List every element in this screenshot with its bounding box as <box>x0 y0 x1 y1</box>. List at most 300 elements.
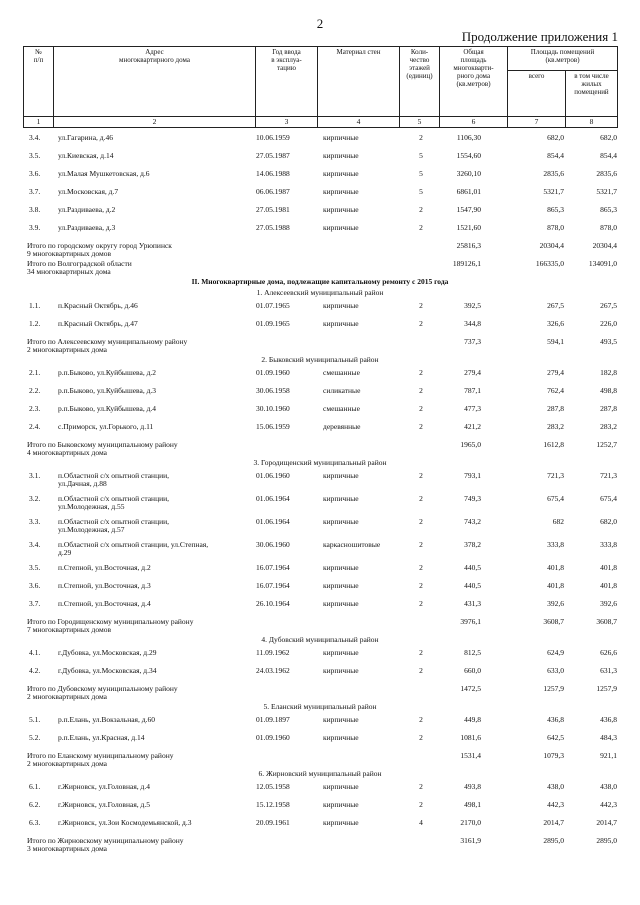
row-floors: 2 <box>419 800 423 809</box>
row-area-living: 484,3 <box>600 733 617 742</box>
row-address: п.Степной, ул.Восточная, д.2 <box>58 563 151 572</box>
total-label: Итого по Алексеевскому муниципальному району 2 многоквартирных дома <box>27 337 188 354</box>
row-floors: 5 <box>419 169 423 178</box>
total-area: 1472,5 <box>460 684 481 693</box>
row-year: 01.09.1960 <box>256 733 290 742</box>
row-wall-material: кирпичные <box>323 800 359 809</box>
row-year: 14.06.1988 <box>256 169 290 178</box>
row-number: 3.7. <box>29 187 41 196</box>
row-total-area: 1081,6 <box>460 733 481 742</box>
row-area-all: 326,6 <box>547 319 564 328</box>
row-floors: 2 <box>419 563 423 572</box>
row-area-all: 267,5 <box>547 301 564 310</box>
col-number: 8 <box>566 117 618 128</box>
table-row <box>23 716 617 734</box>
row-number: 1.2. <box>29 319 41 328</box>
total-area-living: 134091,0 <box>588 259 617 268</box>
table-row <box>23 801 617 819</box>
row-floors: 2 <box>419 422 423 431</box>
total-area-living: 3608,7 <box>596 617 617 626</box>
row-area-living: 392,6 <box>600 599 617 608</box>
header-total-area: Общая площадь многокварти- рного дома (кв.метров) <box>440 47 508 117</box>
row-number: 4.2. <box>29 666 41 675</box>
row-total-area: 392,5 <box>464 301 481 310</box>
row-year: 30.06.1960 <box>256 540 290 549</box>
row-number: 6.1. <box>29 782 41 791</box>
table-row <box>23 387 617 405</box>
row-total-area: 378,2 <box>464 540 481 549</box>
total-area-all: 1257,9 <box>543 684 564 693</box>
row-floors: 2 <box>419 368 423 377</box>
row-address: р.п.Елань, ул.Вокзальная, д.60 <box>58 715 155 724</box>
total-area-all: 20304,4 <box>539 241 564 250</box>
table-row <box>23 734 617 752</box>
row-floors: 2 <box>419 648 423 657</box>
row-area-living: 438,0 <box>600 782 617 791</box>
row-total-area: 749,3 <box>464 494 481 503</box>
table-row <box>23 188 617 206</box>
row-area-all: 878,0 <box>547 223 564 232</box>
row-total-area: 344,8 <box>464 319 481 328</box>
row-year: 10.06.1959 <box>256 133 290 142</box>
table-row <box>23 224 617 242</box>
row-address: р.п.Быково, ул.Куйбышева, д.3 <box>58 386 157 395</box>
row-floors: 2 <box>419 517 423 526</box>
row-floors: 2 <box>419 471 423 480</box>
row-floors: 2 <box>419 494 423 503</box>
table-row <box>23 667 617 685</box>
table-row <box>23 320 617 338</box>
row-total-area: 498,1 <box>464 800 481 809</box>
row-year: 01.09.1965 <box>256 319 290 328</box>
row-wall-material: кирпичные <box>323 223 359 232</box>
row-area-all: 854,4 <box>547 151 564 160</box>
total-area: 1531,4 <box>460 751 481 760</box>
row-address: р.п.Быково, ул.Куйбышева, д.2 <box>58 368 157 377</box>
row-floors: 2 <box>419 386 423 395</box>
row-number: 3.5. <box>29 151 41 160</box>
row-number: 3.3. <box>29 517 41 526</box>
row-area-all: 438,0 <box>547 782 564 791</box>
table-row <box>23 423 617 441</box>
row-number: 3.4. <box>29 540 41 549</box>
row-area-all: 2014,7 <box>543 818 564 827</box>
row-area-all: 442,3 <box>547 800 564 809</box>
row-floors: 2 <box>419 301 423 310</box>
row-total-area: 660,0 <box>464 666 481 675</box>
table-row <box>23 582 617 600</box>
row-area-all: 333,8 <box>547 540 564 549</box>
row-floors: 2 <box>419 223 423 232</box>
row-number: 3.5. <box>29 563 41 572</box>
row-floors: 4 <box>419 818 423 827</box>
row-wall-material: кирпичные <box>323 151 359 160</box>
row-wall-material: смешанные <box>323 404 360 413</box>
header-area: Площадь помещений (кв.метров) <box>508 47 618 71</box>
row-floors: 2 <box>419 319 423 328</box>
table-row <box>23 541 617 564</box>
row-area-all: 401,8 <box>547 581 564 590</box>
row-area-living: 675,4 <box>600 494 617 503</box>
total-area-living: 2895,0 <box>596 836 617 845</box>
row-area-living: 631,3 <box>600 666 617 675</box>
row-total-area: 3260,10 <box>456 169 481 178</box>
row-year: 12.05.1958 <box>256 782 290 791</box>
row-number: 6.3. <box>29 818 41 827</box>
row-area-all: 721,3 <box>547 471 564 480</box>
total-row <box>23 242 617 260</box>
row-number: 5.1. <box>29 715 41 724</box>
total-label: Итого по городскому округу город Урюпинск 9 многоквартирных домов <box>27 241 172 258</box>
row-wall-material: деревянные <box>323 422 361 431</box>
row-year: 30.06.1958 <box>256 386 290 395</box>
table-row <box>23 206 617 224</box>
row-number: 3.1. <box>29 471 41 480</box>
row-year: 26.10.1964 <box>256 599 290 608</box>
col-number: 3 <box>256 117 318 128</box>
row-total-area: 449,8 <box>464 715 481 724</box>
row-number: 3.2. <box>29 494 41 503</box>
row-address: п.Степной, ул.Восточная, д.4 <box>58 599 151 608</box>
row-area-living: 283,2 <box>600 422 617 431</box>
col-number: 6 <box>440 117 508 128</box>
row-area-all: 633,0 <box>547 666 564 675</box>
header-area-living: в том числе жилых помещений <box>566 71 618 117</box>
total-area-living: 1257,9 <box>596 684 617 693</box>
row-address: г.Жирновск, ул.Головная, д.5 <box>58 800 150 809</box>
row-floors: 2 <box>419 581 423 590</box>
row-number: 4.1. <box>29 648 41 657</box>
table-row <box>23 405 617 423</box>
row-number: 3.4. <box>29 133 41 142</box>
row-number: 3.6. <box>29 169 41 178</box>
total-area: 25816,3 <box>456 241 481 250</box>
table-row <box>23 600 617 618</box>
row-wall-material: смешанные <box>323 368 360 377</box>
col-number: 5 <box>400 117 440 128</box>
total-area-living: 1252,7 <box>596 440 617 449</box>
header-area-all: всего <box>508 71 566 117</box>
row-area-all: 392,6 <box>547 599 564 608</box>
row-total-area: 1554,60 <box>456 151 481 160</box>
row-address: г.Жирновск, ул.Зои Космодемьянской, д.3 <box>58 818 192 827</box>
row-total-area: 812,5 <box>464 648 481 657</box>
table-row <box>23 783 617 801</box>
row-area-all: 401,8 <box>547 563 564 572</box>
row-total-area: 743,2 <box>464 517 481 526</box>
header-floors: Коли- чество этажей (единиц) <box>400 47 440 117</box>
row-address: ул.Московская, д.7 <box>58 187 119 196</box>
row-area-living: 498,8 <box>600 386 617 395</box>
row-total-area: 1106,30 <box>456 133 481 142</box>
row-total-area: 477,3 <box>464 404 481 413</box>
total-area-all: 3608,7 <box>543 617 564 626</box>
total-row <box>23 441 617 459</box>
col-number: 1 <box>24 117 54 128</box>
row-area-living: 2835,6 <box>596 169 617 178</box>
table-row <box>23 152 617 170</box>
row-area-living: 865,3 <box>600 205 617 214</box>
row-total-area: 493,8 <box>464 782 481 791</box>
row-year: 20.09.1961 <box>256 818 290 827</box>
table-row <box>23 518 617 541</box>
total-label: Итого по Жирновскому муниципальному району 3 многоквартирных дома <box>27 836 184 853</box>
row-number: 3.9. <box>29 223 41 232</box>
row-wall-material: кирпичные <box>323 169 359 178</box>
row-wall-material: кирпичные <box>323 319 359 328</box>
row-number: 1.1. <box>29 301 41 310</box>
row-area-living: 5321,7 <box>596 187 617 196</box>
header-num: № п/п <box>24 47 54 117</box>
row-address: ул.Раздиваева, д.3 <box>58 223 116 232</box>
row-area-all: 624,9 <box>547 648 564 657</box>
row-total-area: 421,2 <box>464 422 481 431</box>
row-wall-material: кирпичные <box>323 494 359 503</box>
row-address: г.Дубовка, ул.Московская, д.29 <box>58 648 157 657</box>
table-row <box>23 472 617 495</box>
row-wall-material: кирпичные <box>323 471 359 480</box>
row-year: 01.06.1964 <box>256 494 290 503</box>
row-area-all: 682,0 <box>547 133 564 142</box>
row-wall-material: кирпичные <box>323 733 359 742</box>
page-number: 2 <box>316 16 324 31</box>
row-total-area: 787,1 <box>464 386 481 395</box>
total-area-living: 921,1 <box>600 751 617 760</box>
row-address: р.п.Елань, ул.Красная, д.14 <box>58 733 145 742</box>
row-area-all: 279,4 <box>547 368 564 377</box>
row-wall-material: силикатные <box>323 386 361 395</box>
row-number: 2.3. <box>29 404 41 413</box>
row-year: 11.09.1962 <box>256 648 290 657</box>
row-number: 2.4. <box>29 422 41 431</box>
col-number: 7 <box>508 117 566 128</box>
row-area-living: 878,0 <box>600 223 617 232</box>
row-address: с.Приморск, ул.Горького, д.11 <box>58 422 154 431</box>
row-area-all: 287,8 <box>547 404 564 413</box>
row-area-living: 721,3 <box>600 471 617 480</box>
row-address: ул.Гагарина, д.46 <box>58 133 113 142</box>
table-row <box>23 369 617 387</box>
total-area: 189126,1 <box>452 259 481 268</box>
row-total-area: 2170,0 <box>460 818 481 827</box>
row-address: р.п.Быково, ул.Куйбышева, д.4 <box>58 404 157 413</box>
row-area-all: 682 <box>552 517 564 526</box>
row-area-all: 283,2 <box>547 422 564 431</box>
header-address: Адрес многоквартирного дома <box>54 47 256 117</box>
row-number: 2.2. <box>29 386 41 395</box>
row-total-area: 440,5 <box>464 563 481 572</box>
district-title: 6. Жирновский муниципальный район <box>258 769 382 778</box>
total-label: Итого по Городищенскому муниципальному району 7 многоквартирных домов <box>27 617 194 634</box>
row-year: 30.10.1960 <box>256 404 290 413</box>
row-year: 01.09.1897 <box>256 715 290 724</box>
row-address: г.Жирновск, ул.Головная, д.4 <box>58 782 150 791</box>
row-year: 06.06.1987 <box>256 187 290 196</box>
row-year: 01.09.1960 <box>256 368 290 377</box>
row-number: 6.2. <box>29 800 41 809</box>
row-address: п.Степной, ул.Восточная, д.3 <box>58 581 151 590</box>
total-area-all: 1079,3 <box>543 751 564 760</box>
row-year: 01.07.1965 <box>256 301 290 310</box>
row-address: п.Красный Октябрь, д.47 <box>58 319 138 328</box>
row-wall-material: кирпичные <box>323 581 359 590</box>
row-area-living: 333,8 <box>600 540 617 549</box>
row-area-living: 2014,7 <box>596 818 617 827</box>
row-floors: 2 <box>419 666 423 675</box>
table-header <box>23 46 618 128</box>
row-floors: 5 <box>419 187 423 196</box>
row-wall-material: кирпичные <box>323 715 359 724</box>
row-year: 15.12.1958 <box>256 800 290 809</box>
row-wall-material: кирпичные <box>323 133 359 142</box>
row-floors: 2 <box>419 782 423 791</box>
row-number: 2.1. <box>29 368 41 377</box>
district-title: 4. Дубовский муниципальный район <box>261 635 379 644</box>
table-row <box>23 819 617 837</box>
table-row <box>23 134 617 152</box>
row-area-living: 436,8 <box>600 715 617 724</box>
row-floors: 2 <box>419 205 423 214</box>
row-wall-material: каркасношитовые <box>323 540 381 549</box>
row-year: 16.07.1964 <box>256 563 290 572</box>
total-area: 1965,0 <box>460 440 481 449</box>
row-floors: 2 <box>419 599 423 608</box>
row-area-all: 642,5 <box>547 733 564 742</box>
row-total-area: 431,3 <box>464 599 481 608</box>
total-area-living: 20304,4 <box>592 241 617 250</box>
col-number: 2 <box>54 117 256 128</box>
total-area-all: 2895,0 <box>543 836 564 845</box>
row-floors: 2 <box>419 540 423 549</box>
total-row <box>23 752 617 770</box>
row-total-area: 1521,60 <box>456 223 481 232</box>
row-address: г.Дубовка, ул.Московская, д.34 <box>58 666 157 675</box>
col-number: 4 <box>318 117 400 128</box>
row-area-living: 401,8 <box>600 563 617 572</box>
row-floors: 2 <box>419 715 423 724</box>
row-year: 15.06.1959 <box>256 422 290 431</box>
row-address: п.Областной с/х опытной станции, ул.Степная, д.29 <box>58 540 209 557</box>
table-row <box>23 302 617 320</box>
row-floors: 2 <box>419 404 423 413</box>
total-row <box>23 338 617 356</box>
row-wall-material: кирпичные <box>323 187 359 196</box>
total-area: 3161,9 <box>460 836 481 845</box>
header-walls: Материал стен <box>318 47 400 117</box>
row-area-all: 436,8 <box>547 715 564 724</box>
total-row <box>23 618 617 636</box>
total-label: Итого по Быковскому муниципальному району 4 многоквартирных дома <box>27 440 178 457</box>
total-area-all: 166335,0 <box>535 259 564 268</box>
table-row <box>23 495 617 518</box>
row-area-living: 226,0 <box>600 319 617 328</box>
row-area-living: 442,3 <box>600 800 617 809</box>
row-floors: 2 <box>419 733 423 742</box>
row-area-all: 762,4 <box>547 386 564 395</box>
row-year: 01.06.1964 <box>256 517 290 526</box>
section-title: II. Многоквартирные дома, подлежащие капитальному ремонту с 2015 года <box>191 277 449 286</box>
header-year: Год ввода в эксплуа- тацию <box>256 47 318 117</box>
row-year: 27.05.1988 <box>256 223 290 232</box>
row-wall-material: кирпичные <box>323 301 359 310</box>
row-area-all: 675,4 <box>547 494 564 503</box>
row-address: ул.Малая Мушкетовская, д.6 <box>58 169 150 178</box>
row-year: 27.05.1987 <box>256 151 290 160</box>
row-wall-material: кирпичные <box>323 666 359 675</box>
row-wall-material: кирпичные <box>323 517 359 526</box>
row-floors: 5 <box>419 151 423 160</box>
row-number: 3.7. <box>29 599 41 608</box>
row-wall-material: кирпичные <box>323 205 359 214</box>
row-total-area: 440,5 <box>464 581 481 590</box>
row-wall-material: кирпичные <box>323 818 359 827</box>
row-year: 27.05.1981 <box>256 205 290 214</box>
total-area-all: 1612,8 <box>543 440 564 449</box>
row-area-all: 865,3 <box>547 205 564 214</box>
total-row <box>23 260 617 278</box>
row-wall-material: кирпичные <box>323 599 359 608</box>
total-label: Итого по Волгоградской области 34 многоквартирных дома <box>27 259 132 276</box>
total-area-all: 594,1 <box>547 337 564 346</box>
row-address: п.Областной с/х опытной станции, ул.Молодежная, д.57 <box>58 517 169 534</box>
row-wall-material: кирпичные <box>323 648 359 657</box>
table-body <box>23 134 617 855</box>
row-total-area: 793,1 <box>464 471 481 480</box>
total-label: Итого по Еланскому муниципальному району 2 многоквартирных дома <box>27 751 174 768</box>
row-total-area: 1547,90 <box>456 205 481 214</box>
row-area-all: 5321,7 <box>543 187 564 196</box>
table-row <box>23 170 617 188</box>
row-area-living: 267,5 <box>600 301 617 310</box>
row-area-living: 182,8 <box>600 368 617 377</box>
row-address: п.Областной с/х опытной станции, ул.Дачная, д.88 <box>58 471 169 488</box>
row-number: 5.2. <box>29 733 41 742</box>
row-floors: 2 <box>419 133 423 142</box>
total-area: 737,3 <box>464 337 481 346</box>
row-area-living: 401,8 <box>600 581 617 590</box>
row-area-living: 626,6 <box>600 648 617 657</box>
row-address: п.Областной с/х опытной станции, ул.Молодежная, д.55 <box>58 494 169 511</box>
row-area-living: 287,8 <box>600 404 617 413</box>
row-area-living: 682,0 <box>600 517 617 526</box>
district-title: 3. Городищенский муниципальный район <box>253 458 387 467</box>
district-title: 2. Быковский муниципальный район <box>261 355 379 364</box>
row-total-area: 279,4 <box>464 368 481 377</box>
row-area-living: 854,4 <box>600 151 617 160</box>
row-address: ул.Киевская, д.14 <box>58 151 114 160</box>
row-year: 01.06.1960 <box>256 471 290 480</box>
total-row <box>23 685 617 703</box>
row-total-area: 6861,01 <box>456 187 481 196</box>
total-label: Итого по Дубовскому муниципальному району 2 многоквартирных дома <box>27 684 178 701</box>
row-address: п.Красный Октябрь, д.46 <box>58 301 138 310</box>
continuation-note: Продолжение приложения 1 <box>461 29 618 44</box>
row-number: 3.8. <box>29 205 41 214</box>
row-area-all: 2835,6 <box>543 169 564 178</box>
total-area: 3976,1 <box>460 617 481 626</box>
row-address: ул.Раздиваева, д.2 <box>58 205 116 214</box>
total-area-living: 493,5 <box>600 337 617 346</box>
row-wall-material: кирпичные <box>323 782 359 791</box>
row-number: 3.6. <box>29 581 41 590</box>
table-row <box>23 564 617 582</box>
row-year: 24.03.1962 <box>256 666 290 675</box>
table-row <box>23 649 617 667</box>
total-row <box>23 837 617 855</box>
row-wall-material: кирпичные <box>323 563 359 572</box>
district-title: 5. Еланский муниципальный район <box>263 702 377 711</box>
district-title: 1. Алексеевский муниципальный район <box>256 288 384 297</box>
